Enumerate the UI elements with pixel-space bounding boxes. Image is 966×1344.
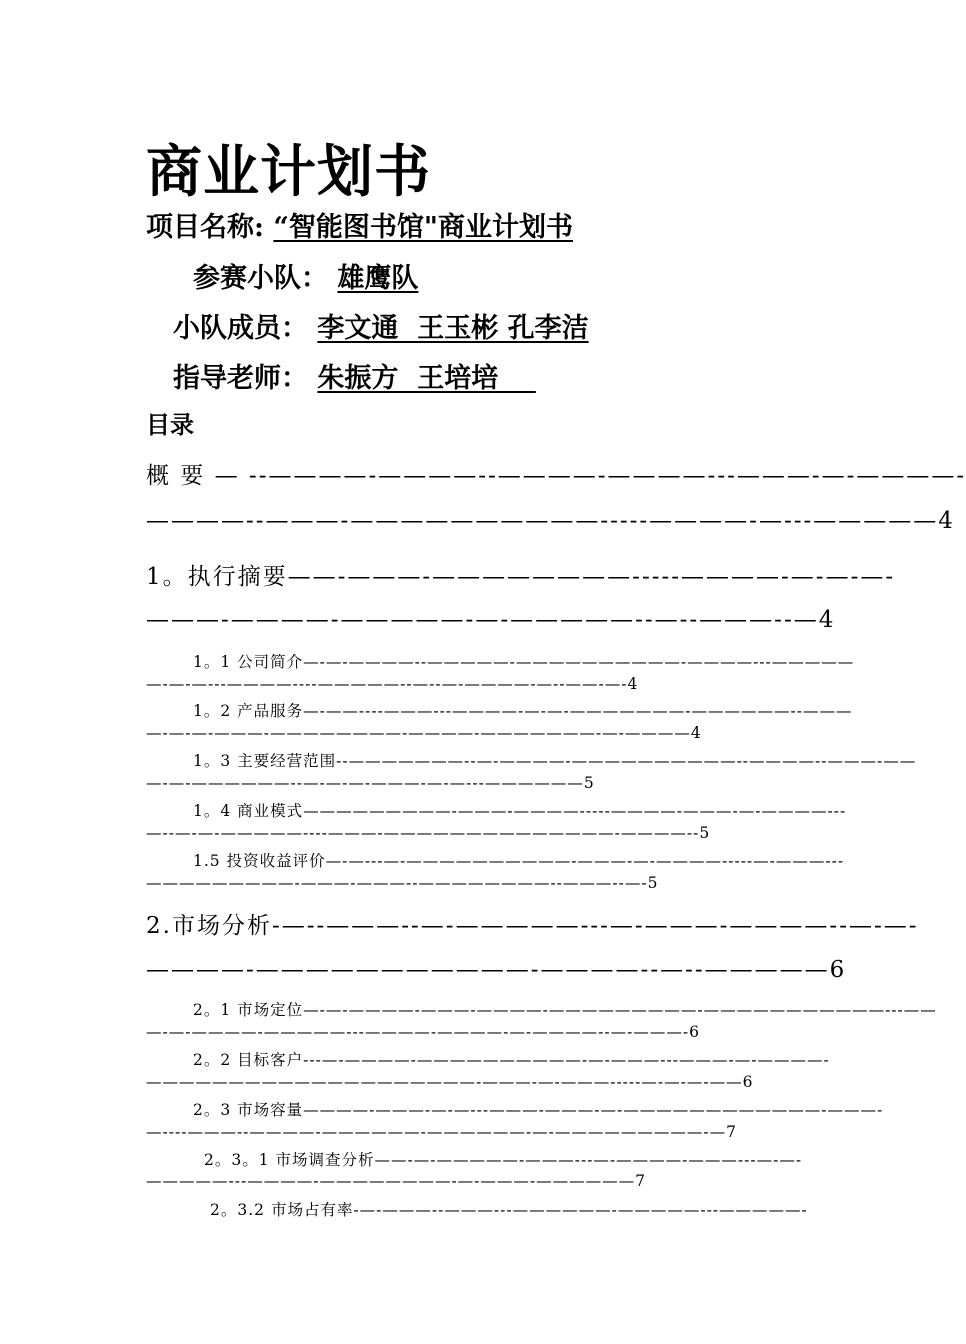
toc-entry-2-line1[interactable]: 1。1 公司简介—-—-————--—————-——————————-————---————— [193,653,855,671]
toc-entry-8-line2[interactable]: —-—-————-—————---————-————-—-————--—-———-6 [146,1023,700,1041]
members-value: 李文通 王玉彬 孔李洁 [317,313,589,344]
toc-entry-9-line1[interactable]: 2。2 目标客户---—-————-——————————-—-———---———-—-————- [193,1051,830,1069]
project-name-label: 项目名称: [146,212,264,243]
toc-entry-7-line2[interactable]: ————-———————————-————--—--—————6 [146,957,847,983]
toc-entry-5-line2[interactable]: —--—-—-—————----———-——————————————-————--5 [146,824,711,842]
advisors-label: 指导老师： [173,363,308,394]
toc-entry-9-line2[interactable]: ————————————————————-———-—-———-----—-—-—-——6 [146,1073,754,1091]
project-name-row [146,205,573,244]
team-label: 参赛小队： [193,263,328,294]
toc-entry-6-line2[interactable]: —————————-———-———--————————--———--—-5 [146,874,659,892]
toc-entry-12-line1[interactable]: 2。3.2 市场占有率-—-———--———---——————-—————---—————- [210,1201,808,1219]
toc-entry-7-line1[interactable]: 2.市场分析-—--———--—-—————---—-———-————--—-—- [146,913,919,939]
document-title: 商业计划书 [146,139,431,205]
team-row [193,256,418,295]
toc-entry-10-line1[interactable]: 2。3 市场容量————-———-—-—---———-———-—-————————————-———- [193,1101,884,1119]
toc-entry-4-line1[interactable]: 1。3 主要经营范围--———————--—-————-——————————--————--———-—— [193,752,917,770]
toc-entry-3-line1[interactable]: 1。2 产品服务—-——----———---————-—-—-———————-——————--——— [193,702,853,720]
team-value: 雄鹰队 [337,263,419,294]
members-row [173,306,589,345]
toc-entry-3-line2[interactable]: —-—-—-———-————————-————-———————-—-————4 [146,724,702,742]
toc-entry-1-line1[interactable]: 1。执行摘要——-———-————————-----————-—-—-—- [146,564,896,590]
advisors-row [173,356,536,395]
project-name-value: “智能图书馆"商业计划书 [273,212,573,243]
toc-entry-0-line2[interactable]: ————--———-——————————-----————-—---—————4 [146,508,955,534]
advisors-value: 朱振方 王培培 [317,363,536,394]
toc-heading: 目录 [146,410,194,439]
toc-entry-4-line2[interactable]: —-—-——————--—-—-—-———-—-—---——————5 [146,774,595,792]
toc-entry-11-line2[interactable]: —————---————-————————-—-———-——————7 [146,1172,647,1190]
toc-entry-10-line2[interactable]: —----———--————-——————-——————-—-—————————-—7 [146,1123,737,1141]
toc-entry-0-line1[interactable]: 概 要 — --————-————--————-————---———-—-————- [146,463,966,489]
toc-entry-2-line2[interactable]: —-—-—---————----—————--—--—-————-—--——-—-4 [146,675,639,693]
toc-entry-11-line1[interactable]: 2。3。1 市场调查分析——-—-—————-———---—-————-———---—-—- [204,1151,803,1169]
toc-entry-5-line1[interactable]: 1。4 商业模式—————————-———-————-----————-———-—-————--- [193,802,847,820]
members-label: 小队成员： [173,313,308,344]
toc-entry-6-line1[interactable]: 1.5 投资收益评价—-—---—-——————————-———-—-————-----—-———--- [193,852,845,870]
toc-entry-1-line2[interactable]: ———-————-—————-—-—————--—--———--—4 [146,607,836,633]
toc-entry-8-line1[interactable]: 2。1 市场定位—-—-————-———-————-—————————-———————————---—— [193,1001,937,1019]
